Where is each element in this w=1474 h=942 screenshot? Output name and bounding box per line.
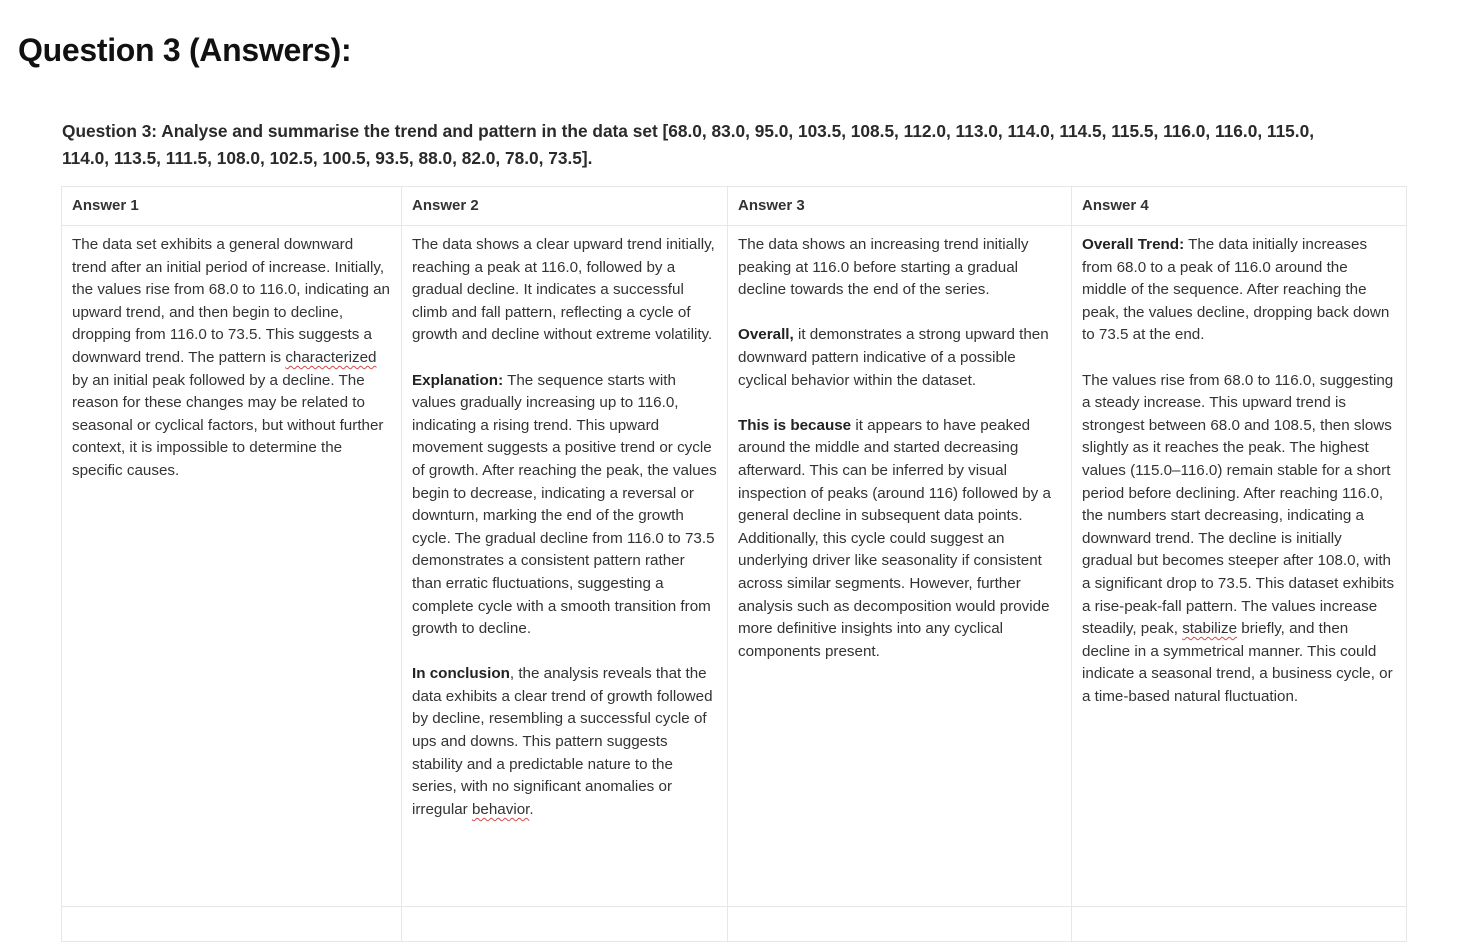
header-answer-3: Answer 3 <box>728 187 1072 226</box>
explanation-label: Explanation: <box>412 371 504 389</box>
because-label: This is because <box>738 416 852 434</box>
overall-label: Overall, <box>738 326 794 344</box>
answer-3-paragraph-1: The data shows an increasing trend initially peaking at 116.0 before starting a gradual decline towards the end of the series. <box>738 236 1029 299</box>
answers-table <box>61 186 1407 942</box>
spellcheck-word: stabilize <box>1182 620 1238 638</box>
answer-3-paragraph-2: Overall, it demonstrates a strong upward then downward pattern indicative of a possible cyclical behavior within the dataset. <box>738 326 1049 389</box>
overall-trend-label: Overall Trend: <box>1082 236 1185 253</box>
question-text: Question 3: Analyse and summarise the trend and pattern in the data set [68.0, 83.0, 95.0, 103.5, 108.5, 112.0, 113.0, 114.0, 114.5, 115.5, 116.0, 116.0, 115.0, 114.0, 113.5, 111.5, 108.0, 102.5, 100.5, 93.5, 88.0, 82.0, 78.0, 73.5]. <box>62 121 1315 168</box>
answer-1-paragraph: The data set exhibits a general downward trend after an initial period of increase. Initially, the values rise from 68.0 to 116.0, indicating an upward trend, and then begin to decline, dropping from 116.0 to 73.5. This suggests a downward trend. The pattern is characterized by an initial peak followed by a decline. The reason for these changes may be related to seasonal or cyclical factors, but without further context, it is impossible to determine the specific causes. <box>72 236 391 479</box>
answer-3-paragraph-3: This is because it appears to have peaked around the middle and started decreasing afterward. This can be inferred by visual inspection of peaks (around 116) followed by a general decline in subsequent data points. Additionally, this cycle could suggest an underlying driver like seasonality if consistent across similar segments. However, further analysis such as decomposition would provide more definitive insights into any cyclical components present. <box>738 416 1051 660</box>
answer-3-cell[interactable] <box>728 226 1072 907</box>
answer-1-cell[interactable] <box>62 226 402 907</box>
page-title: Question 3 (Answers): <box>18 32 352 68</box>
answer-2-paragraph-1: The data shows a clear upward trend initially, reaching a peak at 116.0, followed by a gradual decline. It indicates a successful climb and fall pattern, reflecting a cycle of growth and decline without extreme volatility. <box>412 236 715 344</box>
spellcheck-word: behavior <box>471 800 530 818</box>
answer-4-paragraph-1: Overall Trend: The data initially increases from 68.0 to a peak of 116.0 around the middle of the sequence. After reaching the peak, the values decline, dropping back down to 73.5 at the end. <box>1082 236 1390 344</box>
answers-row <box>62 226 1407 907</box>
answer-2-paragraph-2: Explanation: The sequence starts with values gradually increasing up to 116.0, indicating a rising trend. This upward movement suggests a positive trend or cycle of growth. After reaching the peak, the values begin to decrease, indicating a reversal or downturn, marking the end of the growth cycle. The gradual decline from 116.0 to 73.5 demonstrates a consistent pattern rather than erratic fluctuations, suggesting a complete cycle with a smooth transition from growth to decline. <box>412 371 717 638</box>
header-row <box>62 187 1407 226</box>
spellcheck-word: characterized <box>285 348 377 366</box>
answer-2-paragraph-3: In conclusion, the analysis reveals that the data exhibits a clear trend of growth followed by decline, resembling a successful cycle of ups and downs. This pattern suggests stability and a predictable nature to the series, with no significant anomalies or irregular behavior. <box>412 665 713 818</box>
conclusion-label: In conclusion <box>412 665 510 683</box>
header-answer-4: Answer 4 <box>1072 187 1407 226</box>
empty-cell[interactable] <box>728 907 1072 942</box>
answer-2-cell[interactable] <box>402 226 728 907</box>
empty-row <box>62 907 1407 942</box>
header-answer-2: Answer 2 <box>402 187 728 226</box>
empty-cell[interactable] <box>1072 907 1407 942</box>
empty-cell[interactable] <box>402 907 728 942</box>
header-answer-1: Answer 1 <box>62 187 402 226</box>
answer-4-paragraph-2: The values rise from 68.0 to 116.0, suggesting a steady increase. This upward trend is strongest between 68.0 and 108.5, then slows slightly as it reaches the peak. The highest values (115.0–116.0) remain stable for a short period before declining. After reaching 116.0, the numbers start decreasing, indicating a downward trend. The decline is initially gradual but becomes steeper after 108.0, with a significant drop to 73.5. This dataset exhibits a rise-peak-fall pattern. The values increase steadily, peak, stabilize briefly, and then decline in a symmetrical manner. This could indicate a seasonal trend, a business cycle, or a time-based natural fluctuation. <box>1082 371 1395 705</box>
empty-cell[interactable] <box>62 907 402 942</box>
answer-4-cell[interactable] <box>1072 226 1407 907</box>
